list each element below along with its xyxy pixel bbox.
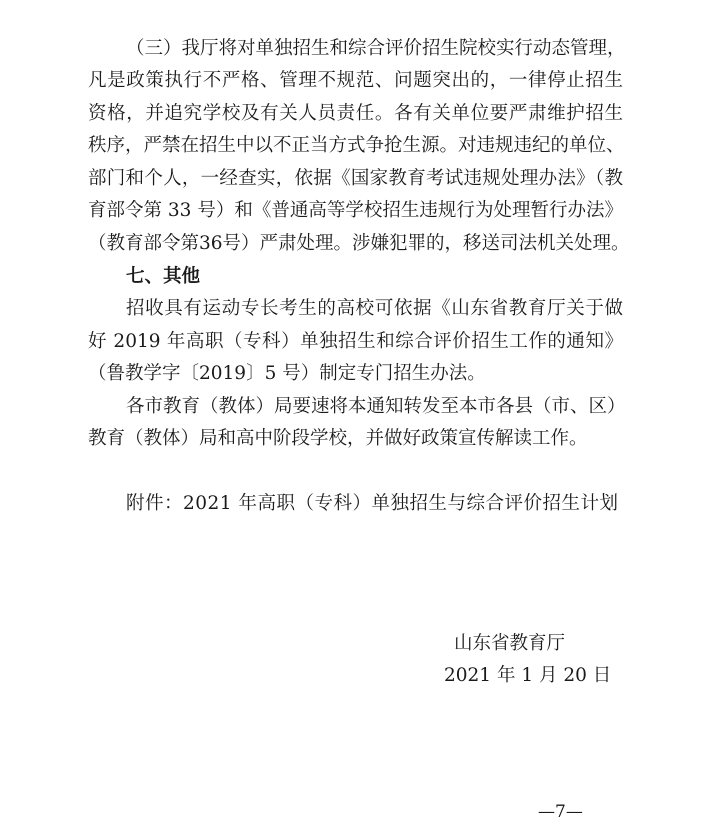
paragraph-line: （鲁教学字〔2019〕5 号）制定专门招生办法。 — [88, 363, 486, 384]
paragraph-line: 部门和个人，一经查实，依据《国家教育考试违规处理办法》（教 — [88, 168, 623, 189]
paragraph-line: 教育（教体）局和高中阶段学校，并做好政策宣传解读工作。 — [88, 428, 588, 449]
paragraph-line: 招收具有运动专长考生的高校可依据《山东省教育厅关于做 — [126, 298, 623, 319]
signature-date: 2021 年 1 月 20 日 — [444, 665, 612, 686]
paragraph-line: （三）我厅将对单独招生和综合评价招生院校实行动态管理， — [126, 38, 626, 59]
attachment-line: 附件：2021 年高职（专科）单独招生与综合评价招生计划 — [126, 493, 619, 514]
paragraph-line: 各市教育（教体）局要速将本通知转发至本市各县（市、区） — [126, 396, 626, 417]
paragraph-line: 秩序，严禁在招生中以不正当方式争抢生源。对违规违纪的单位、 — [88, 135, 625, 156]
paragraph-line: 凡是政策执行不严格、管理不规范、问题突出的，一律停止招生 — [88, 70, 623, 91]
paragraph-line: 好 2019 年高职（专科）单独招生和综合评价招生工作的通知》 — [88, 331, 623, 352]
page-number: —7— — [538, 802, 583, 822]
section-heading: 七、其他 — [126, 266, 201, 287]
paragraph-line: （教育部令第36号）严肃处理。涉嫌犯罪的，移送司法机关处理。 — [88, 233, 630, 254]
signature-organization: 山东省教育厅 — [454, 633, 566, 654]
paragraph-line: 育部令第 33 号）和《普通高等学校招生违规行为处理暂行办法》 — [88, 200, 623, 221]
paragraph-line: 资格，并追究学校及有关人员责任。各有关单位要严肃维护招生 — [88, 103, 623, 124]
